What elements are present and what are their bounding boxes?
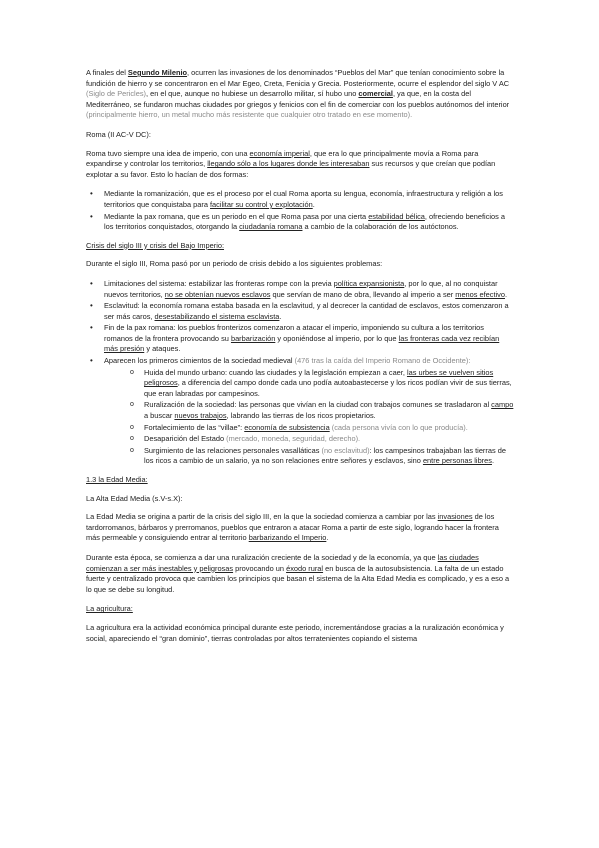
heading-agricultura: La agricultura: <box>86 604 133 614</box>
underlined-term: no se obtenían nuevos esclavos <box>164 289 271 299</box>
heading-roma: Roma (II AC-V DC): <box>86 129 151 139</box>
paragraph-agricultura: La agricultura era la actividad económica principal durante este periodo, incrementándose gracias a la ruralización económica y social, apareciendo el “gran dominio”, tierras controladas por altos terratenientes copiando el sistema <box>86 622 504 643</box>
sub-list-item <box>104 400 514 421</box>
text: : los campesinos trabajaban las tierras de los ricos a cambio de un salario, ya no son relaciones entre señores y esclavos, sino <box>144 445 506 466</box>
underlined-term: barbarizando el Imperio <box>248 533 327 543</box>
text: . <box>279 311 282 321</box>
list-item <box>86 212 514 233</box>
text: provocando un <box>233 563 287 573</box>
text: A finales del <box>86 68 128 77</box>
crisis-list <box>86 279 514 467</box>
sub-list-item <box>104 446 514 467</box>
underlined-term: barbarización <box>230 333 276 343</box>
text: a cambio de la colaboración de los autóctonos. <box>302 222 459 232</box>
underlined-term: las ciudades comienzan a ser más inestables y peligrosas <box>86 552 479 573</box>
text: Ruralización de la sociedad: las personas que vivían en la ciudad con trabajos comunes se trasladaron al <box>144 400 492 410</box>
text: de los tardorromanos, bárbaros y prerromanos, pueblos que entraron a atacar Roma a partir de este siglo, logrando hacer la frontera más permeable y consiguiendo entrar al territorio <box>86 512 499 543</box>
text: Limitaciones del sistema: estabilizar las fronteras rompe con la previa <box>104 278 334 288</box>
underlined-term: invasiones <box>437 512 473 522</box>
underlined-term: facilitar su control y explotación <box>210 199 313 209</box>
document-body <box>86 68 514 653</box>
text: . <box>326 533 329 543</box>
text: , por lo que, al no conquistar nuevos territorios, <box>104 278 498 299</box>
text: Surgimiento de las relaciones personales vasalláticas <box>144 445 322 455</box>
sub-list-item <box>104 368 514 400</box>
underlined-term: campo <box>491 400 514 410</box>
underlined-term: política expansionista <box>333 278 405 288</box>
roma-list <box>86 189 514 232</box>
underlined-term: llegando sólo a los lugares donde les interesaban <box>207 159 370 169</box>
text: . <box>505 289 508 299</box>
gray-note: (mercado, moneda, seguridad, derecho). <box>226 434 361 444</box>
underlined-term: comercial <box>358 89 393 99</box>
gray-note: (no esclavitud) <box>321 445 370 455</box>
text: , ya que, en la costa del Mediterráneo, se fundaron muchas ciudades por griegos y fenicios con el fin de comerciar con los pueblos autónomos del interior <box>86 89 510 109</box>
gray-note: (Siglo de Pericles) <box>86 89 146 99</box>
text: Esclavitud: la economía romana estaba basada en la esclavitud, y al decrecer la cantidad de esclavos, estos comenzaron a ser más caros, <box>104 301 509 321</box>
underlined-term: éxodo rural <box>286 563 324 573</box>
paragraph-pueblos-del-mar <box>86 68 514 121</box>
gray-note: (cada persona vivía con lo que producía). <box>329 422 468 432</box>
text: Durante esta época, se comienza a dar una ruralización creciente de la sociedad y de la economía, ya que <box>86 552 438 562</box>
underlined-term: ciudadanía romana <box>239 222 303 232</box>
underlined-term: Segundo Milenio <box>127 68 188 77</box>
text: en busca de la autosubsistencia. La falta de un estado fuerte y centralizado provoca que cambien los principios que basan el sistema de la Alta Edad Media es complicado, y es a eso a lo que se debe su longitud. <box>86 563 510 594</box>
text: a buscar <box>144 411 175 421</box>
text: y oponiéndose al imperio, por lo que <box>275 333 399 343</box>
gray-note: (principalmente hierro, un metal mucho más resistente que cualquier otro tratado en ese momento). <box>86 110 413 120</box>
heading-alta-edad-media: La Alta Edad Media (s.V-s.X): <box>86 493 183 503</box>
text: , que era lo que principalmente movía a Roma para expandirse y controlar los territorios, <box>86 148 479 169</box>
sub-list-item <box>104 423 514 434</box>
text: Mediante la pax romana, que es un periodo en el que Roma pasa por una cierta <box>104 211 369 221</box>
text: , ocurren las invasiones de los denominados “Pueblos del Mar” que tenían conocimiento sobre la fundición de hierro y se concentraron en el Mar Egeo, Creta, Fenicia y Grecia. Posteriormente, ocurre el esplendor del siglo V AC <box>86 68 510 88</box>
underlined-term: estabilidad bélica <box>368 211 425 221</box>
text: sus recursos y que creían que podían explotar a su favor. Esto lo hacían de dos formas: <box>86 159 496 179</box>
text: Roma tuvo siempre una idea de imperio, con una <box>86 148 250 158</box>
list-item <box>86 279 514 300</box>
paragraph-origen-edad-media <box>86 512 514 544</box>
text: La Edad Media se origina a partir de la crisis del siglo III, en la que la sociedad comienza a cambiar por las <box>86 512 438 522</box>
paragraph-ruralizacion <box>86 553 514 595</box>
text: Fortalecimiento de las “villae”: <box>144 422 245 432</box>
list-item <box>86 323 514 355</box>
list-item <box>86 301 514 322</box>
underlined-term: las fronteras cada vez recibían más presión <box>104 333 500 354</box>
text: . <box>312 199 315 209</box>
text: Huida del mundo urbano: cuando las ciudades y la legislación empiezan a caer, <box>144 367 407 377</box>
text: , en el que, aunque no hubiese un desarrollo militar, sí hubo uno <box>145 89 359 99</box>
sub-list-item <box>104 434 514 445</box>
list-item <box>86 356 514 467</box>
underlined-term: desestabilizando el sistema esclavista <box>154 311 280 321</box>
underlined-term: nuevos trabajos <box>174 411 227 421</box>
underlined-term: entre personas libres <box>422 456 492 466</box>
sub-list <box>104 368 514 467</box>
paragraph-roma <box>86 149 514 181</box>
text: Desaparición del Estado <box>144 434 227 444</box>
text: Aparecen los primeros cimientos de la sociedad medieval <box>104 356 295 366</box>
text: , ofreciendo beneficios a los territorios conquistados, otorgando la <box>104 211 506 232</box>
underlined-term: las urbes se vuelven sitios peligrosos <box>144 367 494 388</box>
paragraph-crisis-intro: Durante el siglo III, Roma pasó por un periodo de crisis debido a los siguientes problemas: <box>86 259 383 269</box>
text: y ataques. <box>144 344 181 354</box>
text: Mediante la romanización, que es el proceso por el cual Roma aporta su lengua, economía, infraestructura y religión a los territorios que conquistaba para <box>104 189 503 209</box>
text: , a diferencia del campo donde cada uno podía autoabastecerse y los ricos podían vivir de sus tierras, que eran labradas por campesinos. <box>144 378 512 398</box>
text: Fin de la pax romana: los pueblos fronterizos comenzaron a atacar el imperio, imponiendo su cultura a los territorios romanos de la frontera provocando su <box>104 323 484 343</box>
underlined-term: economía de subsistencia <box>244 422 330 432</box>
list-item <box>86 189 514 210</box>
heading-crisis: Crisis del siglo III y crisis del Bajo Imperio: <box>86 240 225 250</box>
text: , labrando las tierras de los ricos propietarios. <box>226 411 376 421</box>
text: . <box>491 456 495 466</box>
underlined-term: menos efectivo <box>455 289 505 299</box>
text: que servían de mano de obra, llevando al imperio a ser <box>270 289 456 299</box>
underlined-term: economía imperial <box>249 148 310 158</box>
heading-edad-media: 1.3 la Edad Media: <box>86 475 148 484</box>
gray-note: (476 tras la caída del Imperio Romano de Occidente): <box>294 356 471 366</box>
